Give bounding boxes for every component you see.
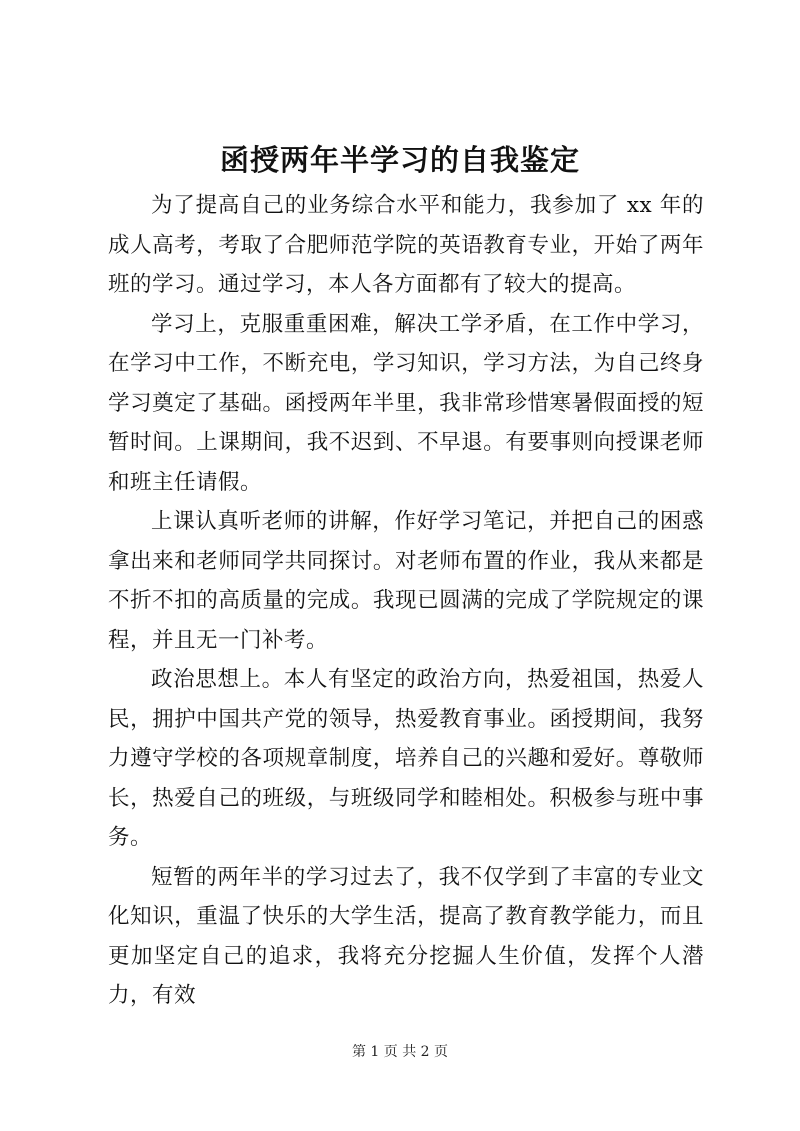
paragraph-4: 政治思想上。本人有坚定的政治方向，热爱祖国，热爱人民，拥护中国共产党的领导，热爱教育事业。函授期间，我努力遵守学校的各项规章制度，培养自己的兴趣和爱好。尊敬师长，热爱自己的班级，与班级同学和睦相处。积极参与班中事务。 [108, 667, 704, 850]
paragraph-3: 上课认真听老师的讲解，作好学习笔记，并把自己的困惑拿出来和老师同学共同探讨。对老师布置的作业，我从来都是不折不扣的高质量的完成。我现已圆满的完成了学院规定的课程，并且无一门补考。 [108, 509, 704, 653]
paragraph-2: 学习上，克服重重困难，解决工学矛盾，在工作中学习，在学习中工作，不断充电，学习知识，学习方法，为自己终身学习奠定了基础。函授两年半里，我非常珍惜寒暑假面授的短暂时间。上课期间，我不迟到、不早退。有要事则向授课老师和班主任请假。 [108, 311, 704, 495]
paragraph-5: 短暂的两年半的学习过去了，我不仅学到了丰富的专业文化知识，重温了快乐的大学生活，提高了教育教学能力，而且更加坚定自己的追求，我将充分挖掘人生价值，发挥个人潜力，有效 [108, 864, 704, 1008]
document-title: 函授两年半学习的自我鉴定 [219, 143, 580, 177]
paragraph-1: 为了提高自己的业务综合水平和能力，我参加了 xx 年的成人高考，考取了合肥师范学院的英语教育专业，开始了两年班的学习。通过学习，本人各方面都有了较大的提高。 [108, 193, 704, 297]
page-number-footer: 第 1 页 共 2 页 [351, 1044, 449, 1060]
document-body [108, 186, 704, 1016]
